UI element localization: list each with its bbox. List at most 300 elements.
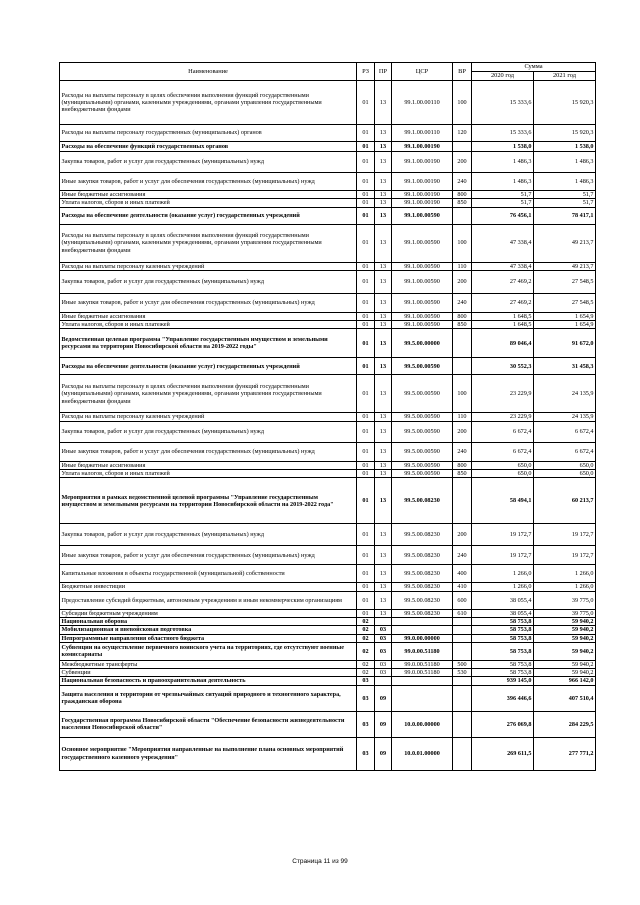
table-row [60,321,596,329]
cell-name: Иные закупки товаров, работ и услуг для обеспечения государственных (муниципальных) нужд [60,442,357,461]
table-row [60,677,596,685]
cell-vr [453,478,472,524]
cell-pr: 03 [375,660,392,668]
cell-name: Расходы на выплаты персоналу в целях обеспечения выполнения функций государственными (муниципальными) органами, казенными учреждениями, органами управления государственными внебюджетными фондами [60,81,357,125]
cell-rz: 03 [357,677,375,685]
cell-v2020: 38 055,4 [472,609,534,617]
cell-vr [453,642,472,660]
table-row [60,293,596,312]
cell-vr [453,358,472,375]
cell-rz: 01 [357,312,375,320]
cell-rz: 03 [357,685,375,711]
cell-pr: 13 [375,224,392,262]
cell-v2020: 89 046,4 [472,329,534,358]
cell-v2020: 1 538,0 [472,142,534,152]
table-row [60,617,596,625]
cell-csr: 99.5.00.00590 [392,413,453,421]
cell-v2021: 78 417,1 [534,207,596,224]
cell-csr: 99.0.00.00000 [392,634,453,642]
table-row [60,152,596,173]
cell-v2021: 24 135,9 [534,413,596,421]
cell-rz: 02 [357,642,375,660]
cell-rz: 01 [357,152,375,173]
cell-rz: 01 [357,609,375,617]
cell-name: Субвенции [60,669,357,677]
cell-csr: 99.1.00.00590 [392,224,453,262]
cell-pr: 09 [375,685,392,711]
cell-v2021: 650,0 [534,461,596,469]
cell-v2021: 59 940,2 [534,642,596,660]
table-row [60,660,596,668]
cell-vr [453,685,472,711]
cell-v2021: 59 940,2 [534,669,596,677]
table-row [60,478,596,524]
table-row [60,413,596,421]
header-year-2021: 2021 год [534,72,596,81]
table-row [60,609,596,617]
cell-v2021: 1 538,0 [534,142,596,152]
cell-csr: 99.1.00.00190 [392,173,453,191]
table-row [60,199,596,207]
cell-rz: 01 [357,413,375,421]
cell-vr: 410 [453,583,472,591]
cell-pr: 13 [375,591,392,609]
cell-v2021: 39 775,0 [534,591,596,609]
cell-v2021: 1 266,0 [534,583,596,591]
header-vr: ВР [453,63,472,81]
table-row [60,565,596,583]
cell-rz: 01 [357,262,375,270]
cell-name: Расходы на обеспечение функций государственных органов [60,142,357,152]
cell-v2021: 1 486,3 [534,152,596,173]
cell-v2020: 51,7 [472,191,534,199]
cell-pr: 13 [375,262,392,270]
cell-name: Расходы на выплаты персоналу казенных учреждений [60,262,357,270]
cell-v2021: 277 771,2 [534,737,596,770]
cell-v2020: 58 753,8 [472,634,534,642]
cell-rz: 01 [357,478,375,524]
table-row [60,634,596,642]
cell-name: Расходы на обеспечение деятельности (оказание услуг) государственных учреждений [60,358,357,375]
cell-v2020: 23 229,9 [472,413,534,421]
cell-name: Защита населения и территории от чрезвычайных ситуаций природного и техногенного характера, гражданская оборона [60,685,357,711]
cell-v2021: 650,0 [534,470,596,478]
cell-csr [392,677,453,685]
cell-rz: 01 [357,461,375,469]
cell-vr: 800 [453,461,472,469]
cell-v2020: 6 672,4 [472,421,534,442]
cell-csr: 99.5.00.08230 [392,546,453,565]
table-row [60,358,596,375]
table-row [60,191,596,199]
cell-rz: 02 [357,660,375,668]
cell-v2021: 24 135,9 [534,375,596,413]
cell-rz: 01 [357,270,375,293]
cell-csr [392,617,453,625]
cell-pr: 13 [375,81,392,125]
table-row [60,583,596,591]
cell-csr: 99.0.00.51180 [392,660,453,668]
cell-csr: 99.1.00.00590 [392,270,453,293]
cell-pr: 09 [375,711,392,737]
cell-csr: 99.5.00.08230 [392,583,453,591]
cell-csr: 99.5.00.08230 [392,591,453,609]
cell-v2020: 6 672,4 [472,442,534,461]
table-row [60,711,596,737]
budget-table [59,62,596,771]
cell-v2020: 1 486,3 [472,152,534,173]
cell-rz: 01 [357,524,375,546]
cell-vr: 110 [453,262,472,270]
cell-rz: 02 [357,669,375,677]
cell-csr: 99.5.00.00590 [392,470,453,478]
cell-v2021: 91 672,0 [534,329,596,358]
cell-csr: 99.0.00.51180 [392,669,453,677]
cell-vr: 100 [453,375,472,413]
table-row [60,173,596,191]
cell-v2021: 6 672,4 [534,421,596,442]
cell-vr: 200 [453,421,472,442]
cell-name: Расходы на выплаты персоналу казенных учреждений [60,413,357,421]
cell-v2021: 1 654,9 [534,312,596,320]
cell-v2021: 59 940,2 [534,634,596,642]
cell-rz: 01 [357,470,375,478]
cell-name: Иные закупки товаров, работ и услуг для обеспечения государственных (муниципальных) нужд [60,293,357,312]
table-row [60,270,596,293]
cell-vr [453,617,472,625]
cell-v2021: 1 266,0 [534,565,596,583]
cell-csr: 99.1.00.00110 [392,81,453,125]
cell-name: Расходы на выплаты персоналу государственных (муниципальных) органов [60,125,357,142]
cell-v2020: 1 648,5 [472,321,534,329]
table-row [60,737,596,770]
table-row [60,470,596,478]
cell-vr: 850 [453,321,472,329]
cell-name: Бюджетные инвестиции [60,583,357,591]
cell-v2020: 1 266,0 [472,583,534,591]
cell-v2020: 1 648,5 [472,312,534,320]
cell-pr: 13 [375,546,392,565]
cell-rz: 01 [357,375,375,413]
cell-pr: 13 [375,207,392,224]
header-rz: РЗ [357,63,375,81]
cell-csr: 99.5.00.08230 [392,478,453,524]
cell-csr: 99.5.00.08230 [392,609,453,617]
cell-v2020: 51,7 [472,199,534,207]
table-row [60,591,596,609]
cell-vr [453,677,472,685]
table-row [60,375,596,413]
cell-vr: 120 [453,125,472,142]
cell-csr: 99.1.00.00190 [392,142,453,152]
cell-v2020: 650,0 [472,461,534,469]
cell-v2021: 1 654,9 [534,321,596,329]
cell-v2020: 58 753,8 [472,626,534,634]
cell-v2021: 6 672,4 [534,442,596,461]
cell-csr: 99.1.00.00190 [392,191,453,199]
table-row [60,262,596,270]
cell-v2020: 38 055,4 [472,591,534,609]
cell-v2020: 19 172,7 [472,546,534,565]
cell-pr: 13 [375,609,392,617]
table-row [60,207,596,224]
cell-rz: 01 [357,321,375,329]
cell-name: Уплата налогов, сборов и иных платежей [60,470,357,478]
cell-pr: 13 [375,152,392,173]
cell-v2021: 407 510,4 [534,685,596,711]
cell-v2021: 15 920,3 [534,81,596,125]
cell-name: Иные бюджетные ассигнования [60,461,357,469]
cell-rz: 01 [357,442,375,461]
cell-name: Субвенции на осуществление первичного воинского учета на территориях, где отсутствуют военные комиссариаты [60,642,357,660]
cell-name: Закупка товаров, работ и услуг для государственных (муниципальных) нужд [60,421,357,442]
cell-v2020: 76 456,1 [472,207,534,224]
cell-v2021: 39 775,0 [534,609,596,617]
cell-pr: 13 [375,312,392,320]
cell-vr: 850 [453,199,472,207]
cell-rz: 02 [357,634,375,642]
cell-rz: 01 [357,224,375,262]
cell-csr: 99.5.00.00590 [392,358,453,375]
cell-rz: 01 [357,565,375,583]
cell-v2020: 58 753,8 [472,642,534,660]
cell-pr: 13 [375,461,392,469]
cell-pr: 13 [375,375,392,413]
cell-rz: 02 [357,617,375,625]
cell-vr: 240 [453,546,472,565]
cell-vr [453,711,472,737]
cell-rz: 01 [357,591,375,609]
cell-csr [392,685,453,711]
cell-pr: 03 [375,626,392,634]
cell-vr: 240 [453,442,472,461]
cell-v2020: 47 338,4 [472,262,534,270]
cell-pr: 13 [375,321,392,329]
cell-v2021: 31 458,3 [534,358,596,375]
cell-pr: 13 [375,478,392,524]
table-row [60,312,596,320]
cell-name: Уплата налогов, сборов и иных платежей [60,199,357,207]
cell-v2021: 49 213,7 [534,224,596,262]
cell-rz: 03 [357,737,375,770]
cell-csr: 99.5.00.08230 [392,524,453,546]
cell-v2020: 58 494,1 [472,478,534,524]
cell-v2020: 276 069,8 [472,711,534,737]
cell-name: Иные закупки товаров, работ и услуг для обеспечения государственных (муниципальных) нужд [60,173,357,191]
table-row [60,546,596,565]
cell-csr: 99.0.00.51180 [392,642,453,660]
cell-name: Иные бюджетные ассигнования [60,312,357,320]
header-name: Наименование [60,63,357,81]
cell-vr: 200 [453,524,472,546]
cell-v2021: 27 548,5 [534,270,596,293]
cell-v2020: 939 145,0 [472,677,534,685]
header-sum: Сумма [472,63,596,72]
cell-vr: 100 [453,224,472,262]
cell-csr: 99.5.00.00590 [392,461,453,469]
cell-csr: 99.1.00.00590 [392,293,453,312]
cell-pr: 13 [375,442,392,461]
cell-name: Расходы на выплаты персоналу в целях обеспечения выполнения функций государственными (муниципальными) органами, казенными учреждениями, органами управления государственными внебюджетными фондами [60,375,357,413]
cell-v2020: 396 446,6 [472,685,534,711]
cell-v2021: 284 229,5 [534,711,596,737]
cell-rz: 01 [357,199,375,207]
cell-csr: 99.5.00.00590 [392,421,453,442]
cell-vr: 240 [453,293,472,312]
cell-v2020: 1 486,3 [472,173,534,191]
cell-vr [453,142,472,152]
cell-vr: 200 [453,152,472,173]
cell-pr: 13 [375,293,392,312]
cell-rz: 01 [357,421,375,442]
cell-csr: 99.1.00.00190 [392,152,453,173]
table-body [60,81,596,771]
cell-name: Государственная программа Новосибирской области "Обеспечение безопасности жизнедеятельности населения Новосибирской области" [60,711,357,737]
cell-csr: 99.1.00.00590 [392,207,453,224]
cell-name: Основное мероприятие "Мероприятия направленные на выполнение плана основных мероприятий государственного казенного учреждения" [60,737,357,770]
cell-vr: 240 [453,173,472,191]
cell-pr: 13 [375,199,392,207]
cell-name: Мобилизационная и вневойсковая подготовка [60,626,357,634]
cell-v2021: 51,7 [534,199,596,207]
table-row [60,442,596,461]
cell-name: Расходы на выплаты персоналу в целях обеспечения выполнения функций государственными (муниципальными) органами, казенными учреждениями, органами управления государственными внебюджетными фондами [60,224,357,262]
table-row [60,642,596,660]
cell-name: Национальная безопасность и правоохранительная деятельность [60,677,357,685]
cell-v2020: 58 753,8 [472,669,534,677]
cell-v2021: 27 548,5 [534,293,596,312]
cell-vr: 500 [453,660,472,668]
cell-csr: 99.1.00.00190 [392,199,453,207]
cell-pr: 13 [375,470,392,478]
cell-name: Ведомственная целевая программа "Управление государственным имуществом и земельными ресурсами на территории Новосибирской области на 2019-2022 годы" [60,329,357,358]
cell-v2021: 19 172,7 [534,546,596,565]
cell-vr [453,737,472,770]
cell-rz: 01 [357,173,375,191]
cell-csr: 99.1.00.00590 [392,321,453,329]
cell-pr: 13 [375,413,392,421]
cell-rz: 01 [357,81,375,125]
cell-v2021: 59 940,2 [534,660,596,668]
cell-rz: 01 [357,546,375,565]
cell-v2020: 47 338,4 [472,224,534,262]
cell-rz: 01 [357,293,375,312]
cell-v2020: 30 552,3 [472,358,534,375]
cell-v2020: 58 753,8 [472,660,534,668]
cell-csr: 99.5.00.08230 [392,565,453,583]
cell-v2021: 59 940,2 [534,626,596,634]
cell-v2021: 15 920,3 [534,125,596,142]
table-row [60,524,596,546]
cell-csr: 99.5.00.00590 [392,442,453,461]
cell-pr: 03 [375,642,392,660]
page-number: Страница 11 из 99 [292,858,348,865]
cell-vr: 800 [453,191,472,199]
cell-name: Иные бюджетные ассигнования [60,191,357,199]
cell-vr: 100 [453,81,472,125]
cell-csr: 99.1.00.00590 [392,262,453,270]
cell-vr: 110 [453,413,472,421]
cell-rz: 03 [357,711,375,737]
cell-v2020: 650,0 [472,470,534,478]
cell-csr: 99.1.00.00590 [392,312,453,320]
cell-pr: 13 [375,329,392,358]
table-row [60,125,596,142]
cell-name: Расходы на обеспечение деятельности (оказание услуг) государственных учреждений [60,207,357,224]
cell-name: Капитальные вложения в объекты государственной (муниципальной) собственности [60,565,357,583]
cell-rz: 01 [357,191,375,199]
cell-v2020: 58 753,8 [472,617,534,625]
cell-v2021: 59 940,2 [534,617,596,625]
cell-csr: 99.1.00.00110 [392,125,453,142]
cell-vr [453,329,472,358]
cell-v2020: 1 266,0 [472,565,534,583]
cell-v2020: 269 611,5 [472,737,534,770]
header-pr: ПР [375,63,392,81]
cell-rz: 01 [357,329,375,358]
cell-name: Уплата налогов, сборов и иных платежей [60,321,357,329]
cell-name: Иные закупки товаров, работ и услуг для обеспечения государственных (муниципальных) нужд [60,546,357,565]
cell-pr [375,617,392,625]
table-row [60,669,596,677]
cell-pr: 13 [375,270,392,293]
cell-pr: 13 [375,583,392,591]
cell-name: Закупка товаров, работ и услуг для государственных (муниципальных) нужд [60,270,357,293]
cell-v2021: 19 172,7 [534,524,596,546]
cell-vr: 400 [453,565,472,583]
cell-v2020: 27 469,2 [472,293,534,312]
budget-table-container [59,62,595,771]
cell-vr [453,634,472,642]
cell-pr: 13 [375,173,392,191]
cell-vr: 610 [453,609,472,617]
cell-pr [375,677,392,685]
cell-name: Национальная оборона [60,617,357,625]
table-row [60,224,596,262]
cell-vr: 600 [453,591,472,609]
cell-pr: 03 [375,634,392,642]
cell-name: Непрограммные направления областного бюджета [60,634,357,642]
cell-v2020: 19 172,7 [472,524,534,546]
table-row [60,421,596,442]
cell-vr: 850 [453,470,472,478]
cell-name: Закупка товаров, работ и услуг для государственных (муниципальных) нужд [60,152,357,173]
cell-v2021: 966 142,0 [534,677,596,685]
cell-pr: 13 [375,125,392,142]
cell-name: Субсидии бюджетным учреждениям [60,609,357,617]
cell-v2020: 15 333,6 [472,125,534,142]
cell-pr: 13 [375,421,392,442]
cell-v2021: 1 486,3 [534,173,596,191]
cell-name: Межбюджетные трансферты [60,660,357,668]
cell-pr: 09 [375,737,392,770]
cell-pr: 13 [375,191,392,199]
table-row [60,626,596,634]
cell-csr: 99.5.00.00000 [392,329,453,358]
cell-rz: 01 [357,142,375,152]
cell-pr: 13 [375,358,392,375]
table-row [60,329,596,358]
header-year-2020: 2020 год [472,72,534,81]
cell-v2021: 49 213,7 [534,262,596,270]
cell-rz: 01 [357,207,375,224]
table-row [60,142,596,152]
cell-csr [392,626,453,634]
cell-rz: 02 [357,626,375,634]
cell-v2021: 51,7 [534,191,596,199]
cell-rz: 01 [357,583,375,591]
table-row [60,685,596,711]
